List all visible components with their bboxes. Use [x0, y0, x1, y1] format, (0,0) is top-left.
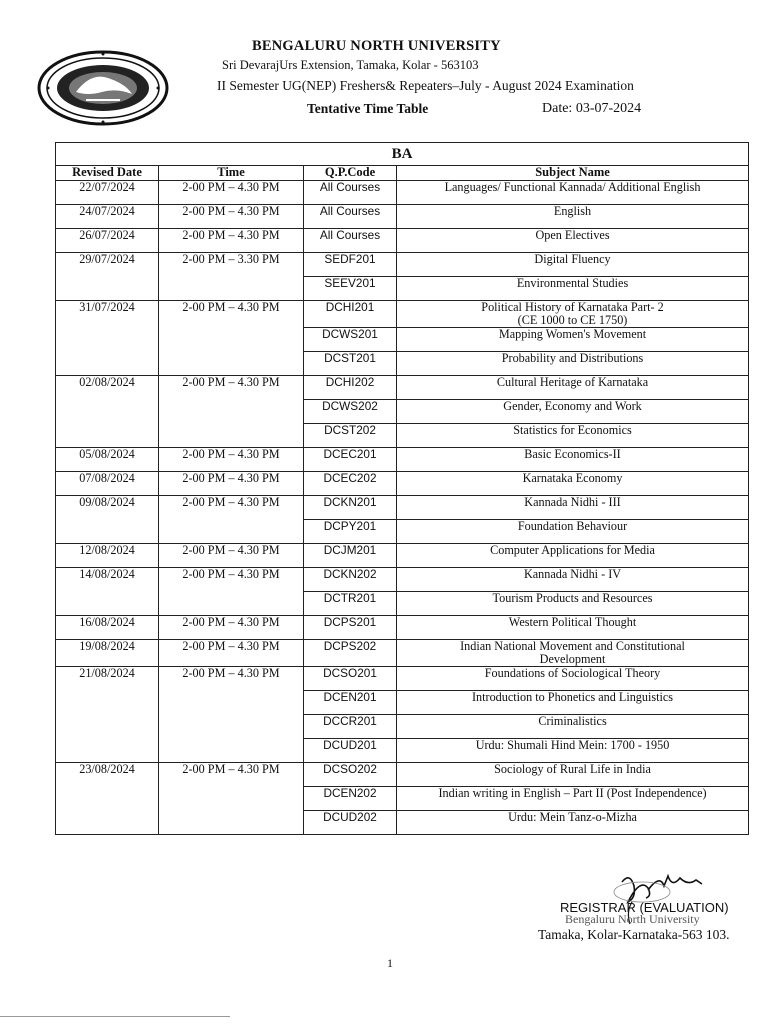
signatory-address: Tamaka, Kolar-Karnataka-563 103.: [538, 927, 730, 942]
subject-name-cell: Statistics for Economics: [397, 424, 749, 448]
subject-name-cell: Probability and Distributions: [397, 352, 749, 376]
qp-code-cell: DCHI201: [304, 301, 397, 328]
exam-date-cell: 07/08/2024: [56, 472, 159, 496]
qp-code-cell: SEDF201: [304, 253, 397, 277]
qp-code-cell: DCHI202: [304, 376, 397, 400]
column-header: Q.P.Code: [304, 166, 397, 181]
qp-code-cell: DCPY201: [304, 520, 397, 544]
subject-name-cell: Indian National Movement and Constitutional Development: [397, 640, 749, 667]
subject-name-cell: Mapping Women's Movement: [397, 328, 749, 352]
subject-name-cell: Tourism Products and Resources: [397, 592, 749, 616]
subject-name-cell: Political History of Karnataka Part- 2 (CE 1000 to CE 1750): [397, 301, 749, 328]
university-address: Sri DevarajUrs Extension, Tamaka, Kolar - 563103: [222, 58, 479, 72]
exam-date-cell: 31/07/2024: [56, 301, 159, 376]
subject-name-cell: Environmental Studies: [397, 277, 749, 301]
exam-date-cell: 22/07/2024: [56, 181, 159, 205]
table-row: [56, 763, 749, 787]
qp-code-cell: All Courses: [304, 181, 397, 205]
table-row: [56, 376, 749, 400]
exam-date-cell: 09/08/2024: [56, 496, 159, 544]
qp-code-cell: DCWS202: [304, 400, 397, 424]
table-row: [56, 667, 749, 691]
subject-name-cell: Western Political Thought: [397, 616, 749, 640]
exam-date-cell: 26/07/2024: [56, 229, 159, 253]
table-row: [56, 544, 749, 568]
subject-name-cell: Kannada Nidhi - IV: [397, 568, 749, 592]
exam-date-cell: 21/08/2024: [56, 667, 159, 763]
qp-code-cell: DCEN202: [304, 787, 397, 811]
exam-date-cell: 29/07/2024: [56, 253, 159, 301]
page-number: 1: [387, 956, 393, 970]
examination-title: II Semester UG(NEP) Freshers& Repeaters–July - August 2024 Examination: [217, 78, 634, 93]
qp-code-cell: DCUD202: [304, 811, 397, 835]
exam-date-cell: 05/08/2024: [56, 448, 159, 472]
subject-name-cell: Languages/ Functional Kannada/ Additional English: [397, 181, 749, 205]
exam-date-cell: 12/08/2024: [56, 544, 159, 568]
subject-name-cell: Karnataka Economy: [397, 472, 749, 496]
table-row: [56, 229, 749, 253]
exam-time-cell: 2-00 PM – 4.30 PM: [159, 568, 304, 616]
table-row: [56, 472, 749, 496]
column-header: Subject Name: [397, 166, 749, 181]
qp-code-cell: All Courses: [304, 229, 397, 253]
qp-code-cell: DCWS201: [304, 328, 397, 352]
table-row: [56, 205, 749, 229]
exam-time-cell: 2-00 PM – 4.30 PM: [159, 616, 304, 640]
subject-name-cell: Foundations of Sociological Theory: [397, 667, 749, 691]
table-row: [56, 253, 749, 277]
exam-time-cell: 2-00 PM – 4.30 PM: [159, 229, 304, 253]
subject-name-cell: Foundation Behaviour: [397, 520, 749, 544]
subject-name-cell: Open Electives: [397, 229, 749, 253]
qp-code-cell: DCEC202: [304, 472, 397, 496]
qp-code-cell: DCPS202: [304, 640, 397, 667]
subject-name-cell: Kannada Nidhi - III: [397, 496, 749, 520]
table-header-row: [56, 166, 749, 181]
subject-name-cell: Criminalistics: [397, 715, 749, 739]
table-row: [56, 181, 749, 205]
exam-time-cell: 2-00 PM – 4.30 PM: [159, 448, 304, 472]
qp-code-cell: DCTR201: [304, 592, 397, 616]
exam-time-cell: 2-00 PM – 3.30 PM: [159, 253, 304, 301]
subject-name-cell: English: [397, 205, 749, 229]
subject-name-cell: Computer Applications for Media: [397, 544, 749, 568]
qp-code-cell: DCSO202: [304, 763, 397, 787]
subject-name-cell: Indian writing in English – Part II (Post Independence): [397, 787, 749, 811]
exam-time-cell: 2-00 PM – 4.30 PM: [159, 376, 304, 448]
table-row: [56, 496, 749, 520]
exam-time-cell: 2-00 PM – 4.30 PM: [159, 181, 304, 205]
subject-name-cell: Digital Fluency: [397, 253, 749, 277]
exam-time-cell: 2-00 PM – 4.30 PM: [159, 205, 304, 229]
timetable-body: [56, 181, 749, 835]
program-heading: BA: [56, 143, 749, 166]
exam-date-cell: 24/07/2024: [56, 205, 159, 229]
qp-code-cell: DCEN201: [304, 691, 397, 715]
qp-code-cell: DCCR201: [304, 715, 397, 739]
exam-time-cell: 2-00 PM – 4.30 PM: [159, 496, 304, 544]
qp-code-cell: DCEC201: [304, 448, 397, 472]
table-row: [56, 640, 749, 667]
signatory-designation: REGISTRAR (EVALUATION): [560, 900, 729, 915]
qp-code-cell: SEEV201: [304, 277, 397, 301]
exam-time-cell: 2-00 PM – 4.30 PM: [159, 301, 304, 376]
exam-time-cell: 2-00 PM – 4.30 PM: [159, 763, 304, 835]
subject-name-cell: Urdu: Shumali Hind Mein: 1700 - 1950: [397, 739, 749, 763]
table-row: [56, 448, 749, 472]
exam-date-cell: 14/08/2024: [56, 568, 159, 616]
subject-name-cell: Urdu: Mein Tanz-o-Mizha: [397, 811, 749, 835]
university-name: BENGALURU NORTH UNIVERSITY: [252, 38, 501, 54]
qp-code-cell: DCKN201: [304, 496, 397, 520]
exam-time-cell: 2-00 PM – 4.30 PM: [159, 640, 304, 667]
exam-date-cell: 16/08/2024: [56, 616, 159, 640]
timetable-table: [55, 142, 749, 835]
exam-time-cell: 2-00 PM – 4.30 PM: [159, 544, 304, 568]
qp-code-cell: DCKN202: [304, 568, 397, 592]
exam-date-cell: 19/08/2024: [56, 640, 159, 667]
bottom-rule: [0, 1016, 230, 1017]
subject-name-cell: Sociology of Rural Life in India: [397, 763, 749, 787]
subject-name-cell: Basic Economics-II: [397, 448, 749, 472]
timetable-title: Tentative Time Table: [307, 101, 429, 116]
exam-time-cell: 2-00 PM – 4.30 PM: [159, 472, 304, 496]
qp-code-cell: DCUD201: [304, 739, 397, 763]
exam-time-cell: 2-00 PM – 4.30 PM: [159, 667, 304, 763]
qp-code-cell: DCPS201: [304, 616, 397, 640]
subject-name-cell: Introduction to Phonetics and Linguistics: [397, 691, 749, 715]
qp-code-cell: All Courses: [304, 205, 397, 229]
qp-code-cell: DCSO201: [304, 667, 397, 691]
qp-code-cell: DCST202: [304, 424, 397, 448]
table-row: [56, 301, 749, 328]
exam-date-cell: 23/08/2024: [56, 763, 159, 835]
column-header: Revised Date: [56, 166, 159, 181]
university-seal-logo: [36, 48, 170, 128]
table-row: [56, 616, 749, 640]
qp-code-cell: DCJM201: [304, 544, 397, 568]
table-row: [56, 568, 749, 592]
subject-name-cell: Gender, Economy and Work: [397, 400, 749, 424]
subject-name-cell: Cultural Heritage of Karnataka: [397, 376, 749, 400]
column-header: Time: [159, 166, 304, 181]
signatory-university: Bengaluru North University: [565, 912, 700, 926]
document-date: Date: 03-07-2024: [542, 101, 642, 116]
exam-date-cell: 02/08/2024: [56, 376, 159, 448]
qp-code-cell: DCST201: [304, 352, 397, 376]
